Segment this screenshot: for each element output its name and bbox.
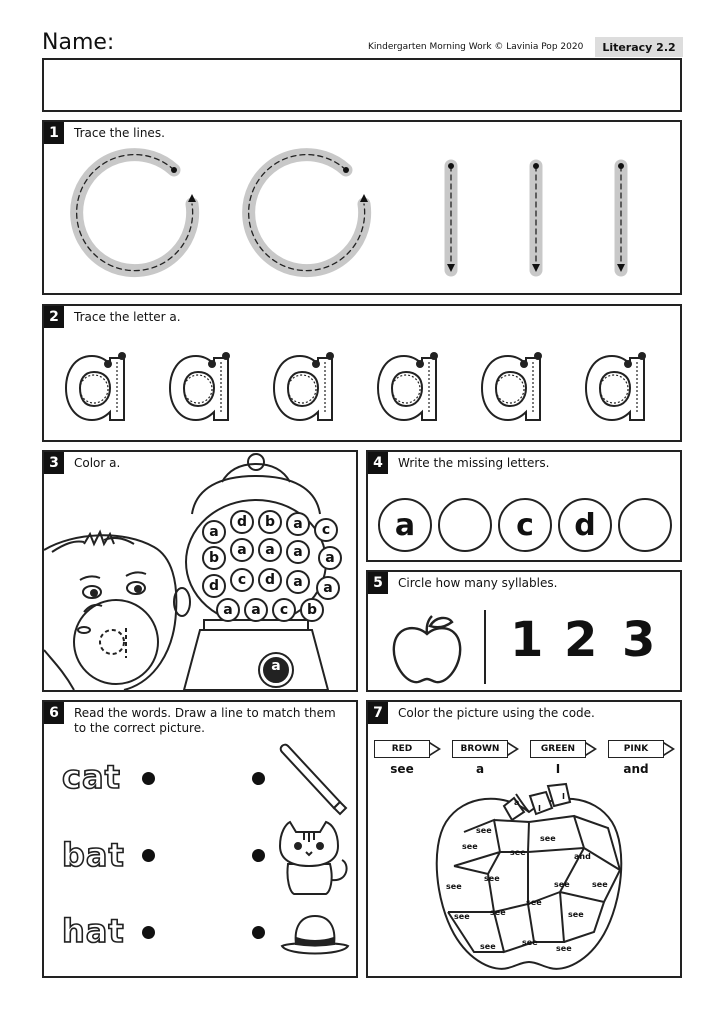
- letter-bubble: d: [558, 498, 612, 552]
- match-dot[interactable]: [142, 926, 155, 939]
- section-number: 2: [44, 306, 64, 328]
- section-number: 5: [368, 572, 388, 594]
- apple-word: see: [484, 874, 500, 883]
- blank-letter-bubble[interactable]: [618, 498, 672, 552]
- section-instruction: Circle how many syllables.: [398, 576, 558, 590]
- gumball[interactable]: c: [230, 568, 254, 592]
- word-hat: hat: [62, 912, 125, 950]
- word-bat: bat: [62, 836, 125, 874]
- section-instruction: Read the words. Draw a line to match them to the correct picture.: [74, 706, 336, 735]
- gumball[interactable]: d: [258, 568, 282, 592]
- match-dot[interactable]: [252, 772, 265, 785]
- match-dot[interactable]: [252, 849, 265, 862]
- blank-letter-bubble[interactable]: [438, 498, 492, 552]
- trace-letter-a-icon: [62, 350, 132, 426]
- cat-icon: [274, 820, 354, 898]
- gumball[interactable]: b: [300, 598, 324, 622]
- section-number: 3: [44, 452, 64, 474]
- baseball-bat-icon: [276, 742, 352, 818]
- section-number: 4: [368, 452, 388, 474]
- gumball[interactable]: a: [202, 520, 226, 544]
- code-word-brown: a: [475, 762, 485, 776]
- apple-word: see: [592, 880, 608, 889]
- apple-word: see: [510, 848, 526, 857]
- gumball[interactable]: a: [286, 512, 310, 536]
- divider-line: [484, 610, 486, 684]
- section-number: 1: [44, 122, 64, 144]
- trace-letter-tile[interactable]: [478, 350, 548, 426]
- match-dot[interactable]: [252, 926, 265, 939]
- section-number: 7: [368, 702, 388, 724]
- gumball[interactable]: a: [286, 540, 310, 564]
- section-instruction: Trace the letter a.: [74, 310, 181, 324]
- match-dot[interactable]: [142, 772, 155, 785]
- child-bubblegum-illustration: [44, 452, 356, 690]
- gumball[interactable]: b: [202, 546, 226, 570]
- apple-word: a: [514, 798, 520, 807]
- gumball[interactable]: a: [318, 546, 342, 570]
- gumball[interactable]: a: [230, 538, 254, 562]
- section-instruction: Color the picture using the code.: [398, 706, 595, 720]
- word-cat: cat: [62, 758, 121, 796]
- trace-letter-tile[interactable]: [270, 350, 340, 426]
- code-word-pink: and: [623, 762, 649, 776]
- trace-letter-a-icon: [478, 350, 548, 426]
- apple-word: see: [476, 826, 492, 835]
- trace-letter-tile[interactable]: [166, 350, 236, 426]
- code-word-green: I: [555, 762, 561, 776]
- crayon-brown: BROWN: [452, 740, 508, 758]
- level-badge: Literacy 2.2: [595, 37, 683, 57]
- section-2: [42, 304, 682, 442]
- section-5: [366, 570, 682, 692]
- apple-word: see: [568, 910, 584, 919]
- machine-letter: a: [271, 658, 281, 674]
- face-letter-a[interactable]: [94, 618, 134, 664]
- gumball[interactable]: a: [316, 576, 340, 600]
- gumball[interactable]: b: [258, 510, 282, 534]
- apple-word: see: [556, 944, 572, 953]
- crayon-pink: PINK: [608, 740, 664, 758]
- syllable-option-1[interactable]: 1: [510, 612, 544, 668]
- crayon-red: RED: [374, 740, 430, 758]
- apple-word: see: [526, 898, 542, 907]
- syllable-option-3[interactable]: 3: [622, 612, 656, 668]
- code-word-red: see: [390, 762, 414, 776]
- apple-word: see: [454, 912, 470, 921]
- trace-lines-graphic[interactable]: [44, 122, 680, 293]
- section-1: [42, 120, 682, 295]
- trace-letter-tile[interactable]: [582, 350, 652, 426]
- gumball[interactable]: c: [314, 518, 338, 542]
- apple-icon: [388, 612, 466, 686]
- gumball[interactable]: a: [286, 570, 310, 594]
- section-instruction: Color a.: [74, 456, 121, 470]
- apple-word: and: [574, 852, 591, 861]
- trace-letter-tile[interactable]: [62, 350, 132, 426]
- name-field[interactable]: [42, 58, 682, 112]
- name-label: Name:: [42, 30, 115, 55]
- credit-text: Kindergarten Morning Work © Lavinia Pop 2020: [368, 42, 584, 52]
- gumball[interactable]: a: [216, 598, 240, 622]
- apple-word: see: [540, 834, 556, 843]
- letter-bubble: a: [378, 498, 432, 552]
- gumball[interactable]: c: [272, 598, 296, 622]
- gumball[interactable]: a: [258, 538, 282, 562]
- crayon-green: GREEN: [530, 740, 586, 758]
- apple-word: see: [446, 882, 462, 891]
- letter-bubble: c: [498, 498, 552, 552]
- apple-word: see: [490, 908, 506, 917]
- section-instruction: Trace the lines.: [74, 126, 165, 140]
- gumball[interactable]: d: [202, 574, 226, 598]
- gumball[interactable]: d: [230, 510, 254, 534]
- gumball[interactable]: a: [244, 598, 268, 622]
- syllable-option-2[interactable]: 2: [564, 612, 598, 668]
- apple-word: see: [522, 938, 538, 947]
- section-4: [366, 450, 682, 562]
- hat-icon: [278, 908, 352, 960]
- apple-word: see: [462, 842, 478, 851]
- section-6: [42, 700, 358, 978]
- apple-word: see: [480, 942, 496, 951]
- trace-letter-a-icon: [374, 350, 444, 426]
- apple-word: I: [562, 792, 565, 801]
- match-dot[interactable]: [142, 849, 155, 862]
- section-number: 6: [44, 702, 64, 724]
- apple-word: I: [538, 804, 541, 813]
- trace-letter-a-icon: [166, 350, 236, 426]
- trace-letter-a-icon: [582, 350, 652, 426]
- apple-word: see: [554, 880, 570, 889]
- section-instruction: Write the missing letters.: [398, 456, 550, 470]
- trace-letter-a-icon: [270, 350, 340, 426]
- section-7: [366, 700, 682, 978]
- trace-letter-tile[interactable]: [374, 350, 444, 426]
- section-3: [42, 450, 358, 692]
